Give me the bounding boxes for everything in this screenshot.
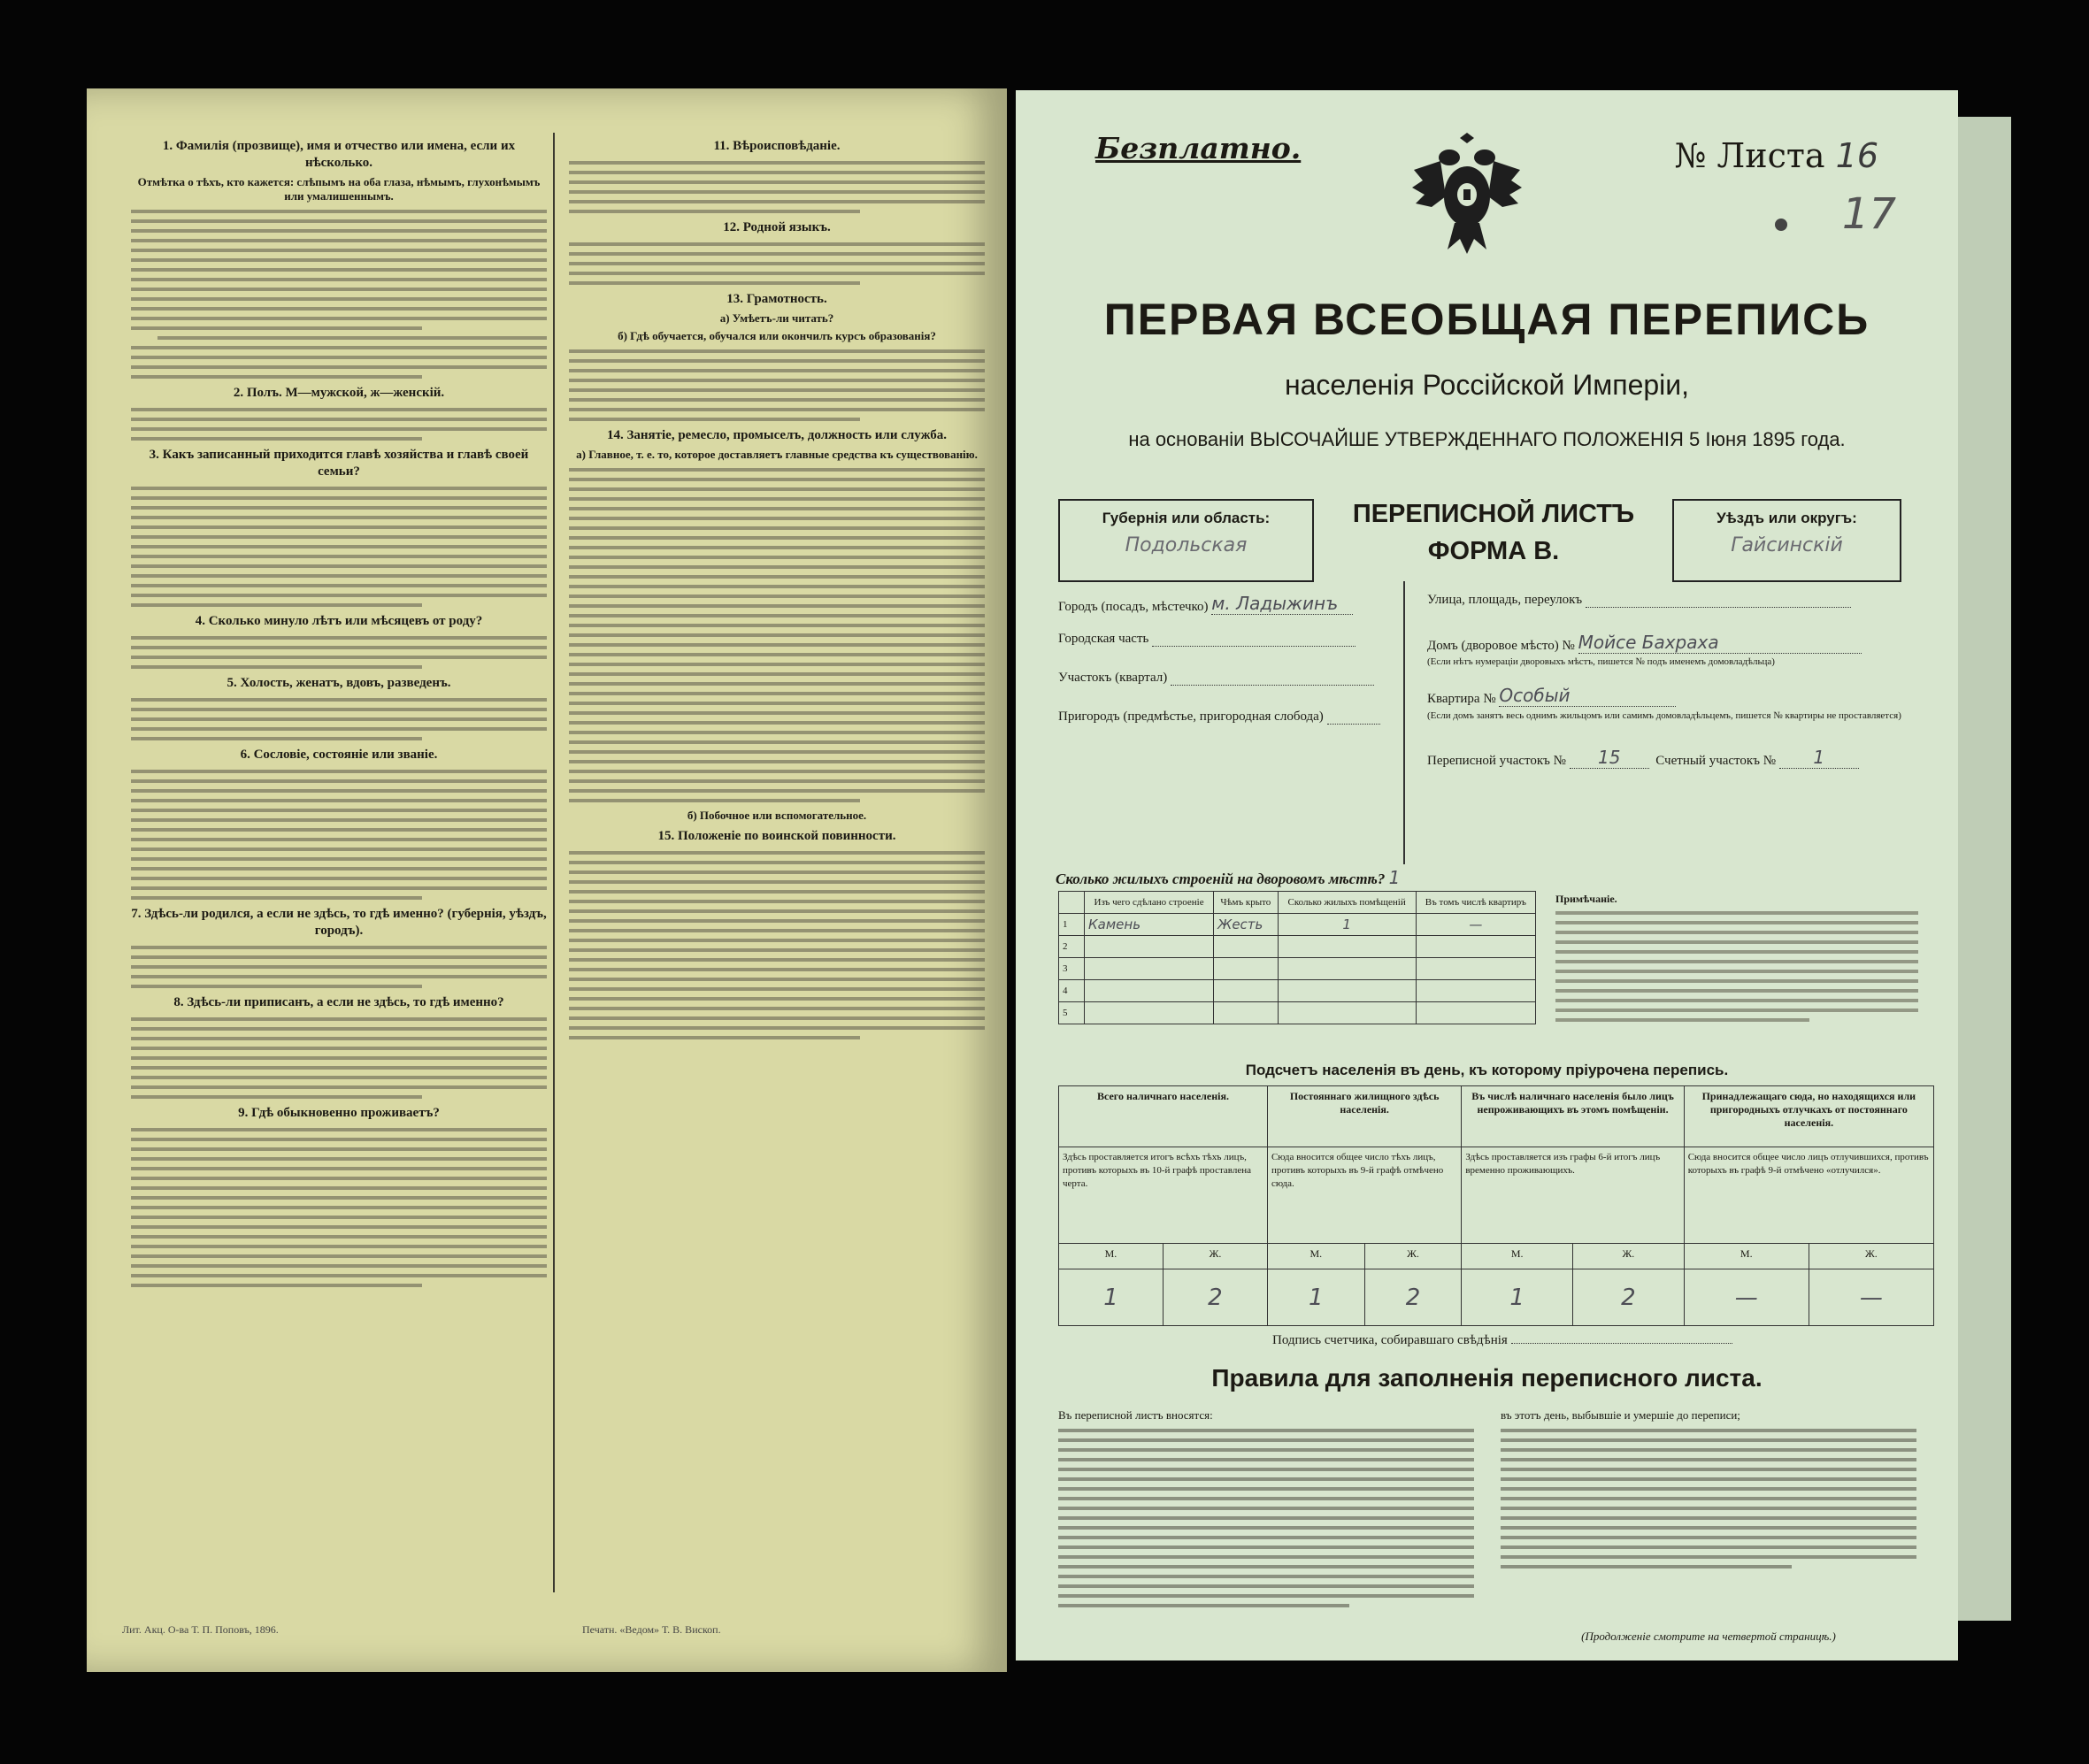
uezd-box <box>1672 499 1901 582</box>
free-label: Безплатно. <box>1095 131 1302 165</box>
col-roof: Чѣмъ крыто <box>1214 892 1278 914</box>
heading-q1-note: Отмѣтка о тѣхъ, кто кажется: слѣпымъ на оба глаза, нѣмымъ, глухонѣмымъ или умалишеннымъ. <box>137 175 541 203</box>
form-title <box>1308 495 1679 570</box>
heading-q2: 2. Полъ. М—мужской, ж—женскій. <box>233 386 445 400</box>
form-title-line2: ФОРМА В. <box>1427 537 1560 565</box>
col-rooms: Сколько жилыхъ помѣщеній <box>1278 892 1416 914</box>
living-buildings-question: Сколько жилыхъ строеній на дворовомъ мѣстѣ? 1 <box>1056 867 1401 888</box>
heading-q13b: б) Гдѣ обучается, обучался или окончилъ курсъ образованія? <box>618 329 936 342</box>
gubernia-label: Губернія или область: <box>1102 510 1271 526</box>
city-part-field: Городская часть <box>1058 632 1356 647</box>
heading-q14b: б) Побочное или вспомогательное. <box>687 809 867 822</box>
apartment-field: Квартира № Особый <box>1427 685 1676 707</box>
town-field: Городъ (посадъ, мѣстечко) м. Ладыжинъ <box>1058 593 1353 615</box>
sheet-number-label: № Листа <box>1674 136 1825 175</box>
buildings-table <box>1058 891 1536 1024</box>
census-subtitle: населенія Россійской Имперіи, <box>1284 369 1690 401</box>
heading-q6: 6. Сословіе, состояніе или званіе. <box>240 748 438 762</box>
sheet-number-value: 16 <box>1835 136 1878 175</box>
gubernia-box <box>1058 499 1314 582</box>
heading-q4: 4. Сколько минуло лѣтъ или мѣсяцевъ от роду? <box>195 614 483 628</box>
table-row: 2 <box>1059 936 1536 958</box>
house-field: Домъ (дворовое мѣсто) № Мойсе Бахраха <box>1427 632 1862 654</box>
remark-lead: Примѣчаніе. <box>1555 893 1617 905</box>
rules-column-1: Въ переписной листъ вносятся: <box>1058 1408 1474 1614</box>
table-row: 1 Камень Жесть 1 — <box>1059 914 1536 936</box>
text-block <box>131 210 547 379</box>
count-district-value: 1 <box>1779 747 1859 769</box>
heading-q5: 5. Холость, женатъ, вдовъ, разведенъ. <box>227 676 451 690</box>
enumerator-signature-field: Подпись счетчика, собиравшаго свѣдѣнія <box>1272 1333 1732 1348</box>
rules-title: Правила для заполненія переписного листа. <box>1211 1364 1763 1392</box>
heading-q15: 15. Положеніе по воинской повинности. <box>657 829 896 843</box>
pencil-number: 17 <box>1841 189 1896 239</box>
page-edge <box>1958 117 2011 1621</box>
census-basis: на основаніи ВЫСОЧАЙШЕ УТВЕРЖДЕННАГО ПОЛОЖЕНІЯ 5 Іюня 1895 года. <box>1128 428 1846 450</box>
punch-hole <box>1775 219 1787 231</box>
heading-q14: 14. Занятіе, ремесло, промыселъ, должность или служба. <box>606 428 948 442</box>
col-apartments: Въ томъ числѣ квартиръ <box>1416 892 1535 914</box>
left-column-2 <box>569 133 985 1046</box>
suburb-field: Пригородъ (предмѣстье, пригородная слобода) <box>1058 709 1380 725</box>
heading-q8: 8. Здѣсь-ли приписанъ, а если не здѣсь, то гдѣ именно? <box>173 995 504 1009</box>
census-district-field: Переписной участокъ № 15 Счетный участокъ № 1 <box>1427 747 1859 769</box>
column-divider <box>553 133 555 1592</box>
street-field: Улица, площадь, переулокъ <box>1427 593 1851 608</box>
census-district-value: 15 <box>1570 747 1649 769</box>
rules-column-2: въ этотъ день, выбывшіе и умершіе до переписи; <box>1501 1408 1916 1575</box>
heading-q13: 13. Грамотность. <box>726 292 827 306</box>
gubernia-value: Подольская <box>1125 534 1248 556</box>
heading-q1: 1. Фамилія (прозвище), имя и отчество или имена, если их нѣсколько. <box>162 139 516 170</box>
imperial-eagle-emblem <box>1405 126 1529 258</box>
town-value: м. Ладыжинъ <box>1211 593 1353 615</box>
table-row: 5 <box>1059 1002 1536 1024</box>
table-row: 3 <box>1059 958 1536 980</box>
table-row: 4 <box>1059 980 1536 1002</box>
apartment-note: (Если домъ занятъ весь однимъ жильцомъ или самимъ домовладѣльцемъ, пишется № квартиры не проставляется) <box>1427 710 1901 721</box>
left-page <box>87 88 1007 1672</box>
heading-q3: 3. Какъ записанный приходится главѣ хозяйства и главѣ своей семьи? <box>149 448 529 479</box>
census-title: ПЕРВАЯ ВСЕОБЩАЯ ПЕРЕПИСЬ <box>1103 295 1870 344</box>
continuation-note: (Продолженіе смотрите на четвертой страницѣ.) <box>1581 1630 1836 1643</box>
col-material: Изъ чего сдѣлано строеніе <box>1085 892 1214 914</box>
heading-q12: 12. Родной языкъ. <box>723 220 831 234</box>
population-count-table: Всего наличнаго населенія. Постояннаго жилищного здѣсь населенія. Въ числѣ наличнаго населенія было лицъ непроживающихъ въ этомъ помѣщеніи. Принадлежащаго сюда, но находящихся или пригородныхъ отлучкахъ от постояннаго населенія. Здѣсь проставляется итогъ всѣхъ тѣхъ лицъ, противъ которыхъ въ 10-й графѣ проставлена черта. Сюда вносится общее число тѣхъ лицъ, противъ которыхъ въ 9-й графѣ отмѣчено сюда. Здѣсь проставляется изъ графы 6-й итогъ лицъ временно проживающихъ. Сюда вносится общее число лицъ отлучившихся, противъ которыхъ въ графѣ 9-й отмѣчено «отлучился». М. Ж. М. Ж. М. Ж. М. Ж. 1 2 1 2 1 2 — — <box>1058 1085 1934 1326</box>
heading-q9: 9. Гдѣ обыкновенно проживаетъ? <box>238 1106 440 1120</box>
heading-q11: 11. Вѣроисповѣданіе. <box>713 139 841 153</box>
field-separator <box>1403 581 1405 864</box>
printer-note-right: Печатн. «Ведом» Т. В. Вископ. <box>582 1623 721 1636</box>
heading-q7: 7. Здѣсь-ли родился, а если не здѣсь, то гдѣ именно? (губернія, уѣздъ, городъ). <box>131 907 547 938</box>
heading-q14a: а) Главное, т. е. то, которое доставляетъ главные средства къ существованію. <box>576 448 978 461</box>
uezd-label: Уѣздъ или округъ: <box>1717 510 1857 526</box>
form-title-line1: ПЕРЕПИСНОЙ ЛИСТЪ <box>1352 500 1635 528</box>
left-column-1 <box>131 133 547 1293</box>
population-count-title: Подсчетъ населенія въ день, къ которому пріурочена перепись. <box>1245 1062 1729 1078</box>
sheet-number <box>1675 136 1879 175</box>
living-buildings-value: 1 <box>1388 867 1401 888</box>
count-values-row: 1 2 1 2 1 2 — — <box>1059 1269 1934 1326</box>
apartment-value: Особый <box>1499 685 1676 707</box>
remark-block <box>1555 891 1918 1028</box>
right-page <box>1016 90 1958 1660</box>
house-note: (Если нѣтъ нумераціи дворовыхъ мѣстъ, пишется № подъ именемъ домовладѣльца) <box>1427 656 1775 667</box>
house-value: Мойсе Бахраха <box>1578 632 1862 654</box>
printer-note-left: Лит. Акц. О-ва Т. П. Поповъ, 1896. <box>122 1623 279 1636</box>
district-field: Участокъ (квартал) <box>1058 671 1374 686</box>
uezd-value: Гайсинскій <box>1731 534 1843 556</box>
heading-q13a: а) Умѣетъ-ли читать? <box>719 311 834 325</box>
